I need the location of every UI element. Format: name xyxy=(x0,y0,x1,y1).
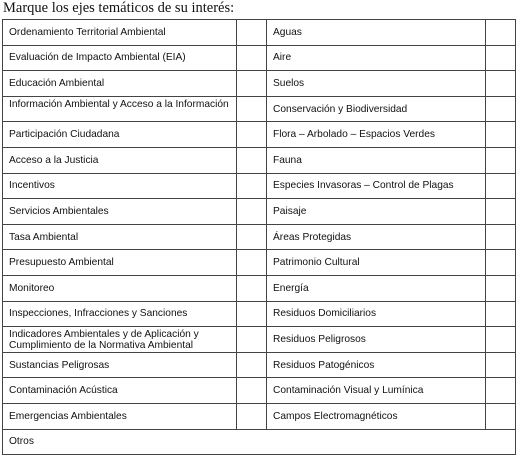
thematic-axes-table xyxy=(2,19,516,455)
checkbox-left[interactable] xyxy=(237,327,267,353)
option-label-left: Ordenamiento Territorial Ambiental xyxy=(3,20,237,46)
option-label-left: Presupuesto Ambiental xyxy=(3,250,237,276)
option-label-right: Campos Electromagnéticos xyxy=(267,403,486,429)
option-label-right: Residuos Domiciliarios xyxy=(267,301,486,327)
option-label-right: Suelos xyxy=(267,71,486,97)
option-label-left: Participación Ciudadana xyxy=(3,122,237,148)
checkbox-left[interactable] xyxy=(237,352,267,378)
option-label-left: Emergencias Ambientales xyxy=(3,403,237,429)
checkbox-left[interactable] xyxy=(237,96,267,122)
table-row-other xyxy=(3,429,516,455)
option-label-left: Inspecciones, Infracciones y Sanciones xyxy=(3,301,237,327)
checkbox-right[interactable] xyxy=(486,122,516,148)
checkbox-left[interactable] xyxy=(237,45,267,71)
option-label-left: Incentivos xyxy=(3,173,237,199)
option-label-right: Aire xyxy=(267,45,486,71)
option-label-right: Conservación y Biodiversidad xyxy=(267,96,486,122)
option-label-left: Indicadores Ambientales y de Aplicación y Cumplimiento de la Normativa Ambiental xyxy=(3,327,237,353)
checkbox-right[interactable] xyxy=(486,71,516,97)
option-label-left: Educación Ambiental xyxy=(3,71,237,97)
checkbox-right[interactable] xyxy=(486,147,516,173)
table-row xyxy=(3,96,516,122)
table-row xyxy=(3,71,516,97)
checkbox-right[interactable] xyxy=(486,20,516,46)
option-label-right: Residuos Peligrosos xyxy=(267,327,486,353)
checkbox-right[interactable] xyxy=(486,199,516,225)
table-row xyxy=(3,45,516,71)
checkbox-right[interactable] xyxy=(486,224,516,250)
option-label-right: Aguas xyxy=(267,20,486,46)
option-label-left: Contaminación Acústica xyxy=(3,378,237,404)
checkbox-left[interactable] xyxy=(237,122,267,148)
table-row xyxy=(3,147,516,173)
option-label-right: Fauna xyxy=(267,147,486,173)
table-row xyxy=(3,250,516,276)
option-label-left: Servicios Ambientales xyxy=(3,199,237,225)
checkbox-left[interactable] xyxy=(237,20,267,46)
table-row xyxy=(3,199,516,225)
checkbox-right[interactable] xyxy=(486,173,516,199)
checkbox-right[interactable] xyxy=(486,352,516,378)
option-label-right: Flora – Arbolado – Espacios Verdes xyxy=(267,122,486,148)
table-row xyxy=(3,224,516,250)
option-label-right: Contaminación Visual y Lumínica xyxy=(267,378,486,404)
option-label-left: Sustancias Peligrosas xyxy=(3,352,237,378)
option-label-left: Evaluación de Impacto Ambiental (EIA) xyxy=(3,45,237,71)
table-row xyxy=(3,173,516,199)
checkbox-left[interactable] xyxy=(237,224,267,250)
checkbox-right[interactable] xyxy=(486,250,516,276)
option-label-right: Especies Invasoras – Control de Plagas xyxy=(267,173,486,199)
checkbox-left[interactable] xyxy=(237,378,267,404)
table-row xyxy=(3,352,516,378)
option-label-right: Patrimonio Cultural xyxy=(267,250,486,276)
checkbox-left[interactable] xyxy=(237,301,267,327)
checkbox-right[interactable] xyxy=(486,403,516,429)
form-heading: Marque los ejes temáticos de su interés: xyxy=(3,0,235,16)
checkbox-left[interactable] xyxy=(237,173,267,199)
checkbox-left[interactable] xyxy=(237,250,267,276)
checkbox-left[interactable] xyxy=(237,275,267,301)
other-field[interactable]: Otros xyxy=(3,429,516,455)
table-row xyxy=(3,275,516,301)
checkbox-left[interactable] xyxy=(237,71,267,97)
option-label-right: Paisaje xyxy=(267,199,486,225)
checkbox-right[interactable] xyxy=(486,275,516,301)
table-row xyxy=(3,403,516,429)
option-label-right: Energía xyxy=(267,275,486,301)
table-row xyxy=(3,327,516,353)
checkbox-left[interactable] xyxy=(237,199,267,225)
checkbox-left[interactable] xyxy=(237,147,267,173)
checkbox-right[interactable] xyxy=(486,301,516,327)
checkbox-left[interactable] xyxy=(237,403,267,429)
table-row xyxy=(3,378,516,404)
checkbox-right[interactable] xyxy=(486,96,516,122)
table-row xyxy=(3,20,516,46)
option-label-right: Residuos Patogénicos xyxy=(267,352,486,378)
table-row xyxy=(3,122,516,148)
checkbox-right[interactable] xyxy=(486,45,516,71)
option-label-left: Monitoreo xyxy=(3,275,237,301)
option-label-left: Información Ambiental y Acceso a la Información xyxy=(3,96,237,122)
checkbox-right[interactable] xyxy=(486,327,516,353)
table-row xyxy=(3,301,516,327)
option-label-left: Tasa Ambiental xyxy=(3,224,237,250)
option-label-left: Acceso a la Justicia xyxy=(3,147,237,173)
checkbox-right[interactable] xyxy=(486,378,516,404)
option-label-right: Áreas Protegidas xyxy=(267,224,486,250)
